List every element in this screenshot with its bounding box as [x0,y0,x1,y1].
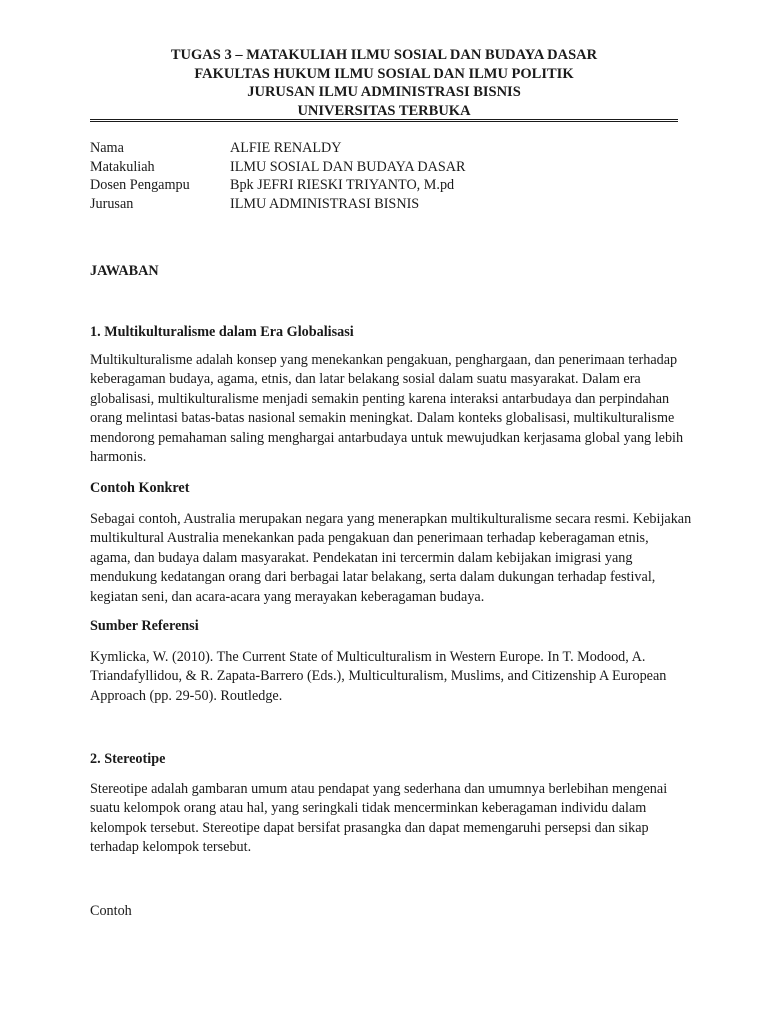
info-value: ALFIE RENALDY [230,140,342,156]
header-line: JURUSAN ILMU ADMINISTRASI BISNIS [247,84,521,100]
contoh-konkret-heading: Contoh Konkret [90,480,190,496]
document-header [90,46,678,120]
header-line: UNIVERSITAS TERBUKA [297,102,471,119]
paragraph-line: suatu kelompok orang atau hal, yang seringkali tidak mencerminkan keberagaman individu dalam [90,800,647,817]
paragraph-line: kegiatan seni, dan acara-acara yang merayakan keberagaman budaya. [90,588,485,605]
section1-paragraph [90,351,690,467]
paragraph-line: globalisasi, multikulturalisme menjadi semakin penting karena interaksi antarbudaya dan perpindahan [90,390,670,407]
header-line: TUGAS 3 – MATAKULIAH ILMU SOSIAL DAN BUDAYA DASAR [170,47,598,63]
contoh-konkret-paragraph [90,510,690,607]
section2-contoh-label: Contoh [90,903,132,919]
paragraph-line: kelompok tersebut. Stereotipe dapat bersifat prasangka dan dapat memengaruhi persepsi dan sikap [90,819,649,836]
paragraph-line: Multikulturalisme adalah konsep yang menekankan pengakuan, penghargaan, dan penerimaan terhadap [90,352,678,368]
info-row-dosen [90,176,465,195]
paragraph-line: mendorong pemahaman saling menghargai antarbudaya untuk mewujudkan kerjasama global yang lebih [90,429,684,446]
info-value: ILMU ADMINISTRASI BISNIS [230,196,420,213]
paragraph-line: terhadap kelompok tersebut. [90,839,252,856]
section2-heading: 2. Stereotipe [90,751,166,767]
info-row-nama [90,139,465,158]
paragraph-line: Approach (pp. 29-50). Routledge. [90,687,283,704]
jawaban-heading: JAWABAN [90,263,159,279]
info-label: Nama [90,140,124,156]
paragraph-line: orang melintasi batas-batas nasional semakin meningkat. Dalam konteks globalisasi, multikulturalisme [90,410,675,427]
section2-paragraph [90,780,690,858]
header-line: FAKULTAS HUKUM ILMU SOSIAL DAN ILMU POLITIK [194,65,574,82]
info-label: Jurusan [90,196,134,213]
header-divider [90,119,678,122]
info-label: Dosen Pengampu [90,177,190,194]
sumber-referensi-heading: Sumber Referensi [90,618,199,634]
paragraph-line: multikultural Australia menekankan pada pengakuan dan penerimaan terhadap keberagaman etnis, [90,530,649,547]
info-row-matakuliah [90,158,465,177]
sumber-referensi-paragraph [90,648,690,706]
paragraph-line: harmonis. [90,449,147,466]
info-value: ILMU SOSIAL DAN BUDAYA DASAR [230,158,466,175]
paragraph-line: mendukung kedatangan orang dari berbagai latar belakang, serta dalam dukungan terhadap festival, [90,569,656,586]
paragraph-line: Triandafyllidou, & R. Zapata-Barrero (Eds.), Multiculturalism, Muslims, and Citizenship A European [90,668,667,685]
section1-heading: 1. Multikulturalisme dalam Era Globalisasi [90,324,354,340]
paragraph-line: Kymlicka, W. (2010). The Current State of Multiculturalism in Western Europe. In T. Modood, A. [90,649,646,665]
paragraph-line: agama, dan budaya dalam masyarakat. Pendekatan ini tercermin dalam kebijakan imigrasi yang [90,549,633,566]
info-row-jurusan [90,195,465,214]
paragraph-line: Sebagai contoh, Australia merupakan negara yang menerapkan multikulturalisme secara resmi. Kebijakan [90,511,692,527]
paragraph-line: keberagaman budaya, agama, etnis, dan latar belakang sosial dalam suatu masyarakat. Dalam era [90,371,641,388]
paragraph-line: Stereotipe adalah gambaran umum atau pendapat yang sederhana dan umumnya berlebihan mengenai [90,781,668,797]
student-info [90,139,465,214]
info-value: Bpk JEFRI RIESKI TRIYANTO, M.pd [230,177,455,194]
info-label: Matakuliah [90,158,155,175]
